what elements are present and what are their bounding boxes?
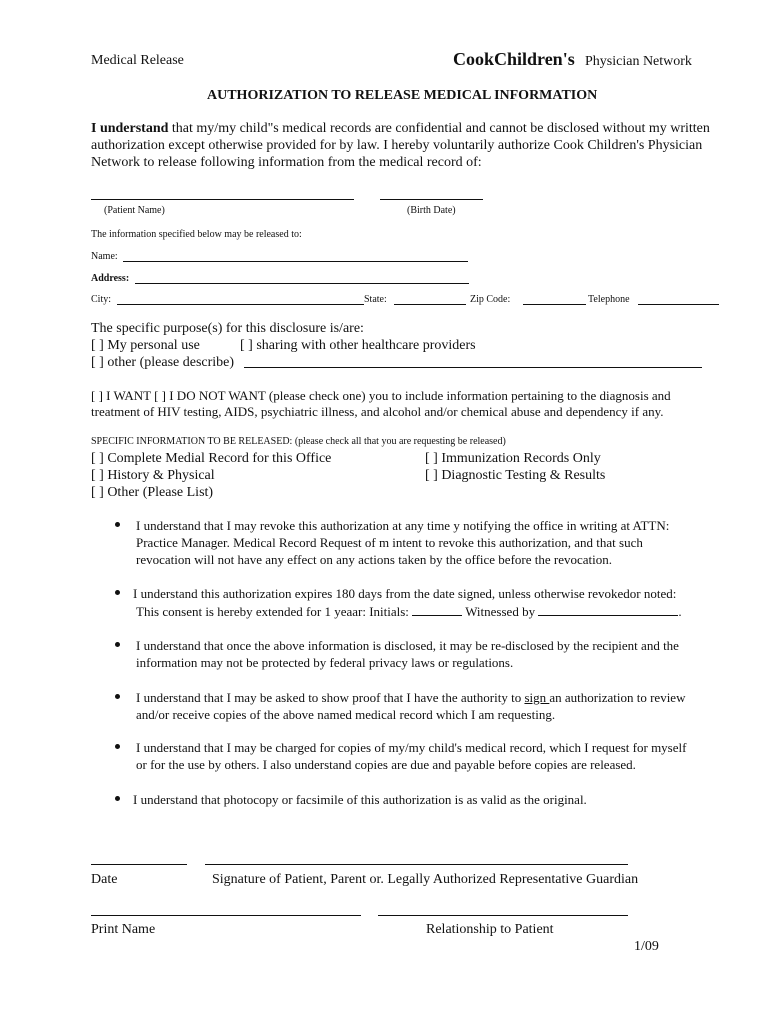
signature-field[interactable] (205, 864, 628, 865)
diagnostic-checkbox[interactable]: [ ] Diagnostic Testing & Results (425, 468, 606, 483)
birth-date-field[interactable] (380, 199, 483, 200)
recipient-address-label: Address: (91, 273, 130, 284)
witness-label: Witnessed by (465, 604, 536, 619)
telephone-label: Telephone (588, 294, 630, 305)
zip-label: Zip Code: (470, 294, 511, 305)
telephone-field[interactable] (638, 304, 719, 305)
redisclose-line-1: I understand that once the above information is disclosed, it may be re-disclosed by the recipient and the (136, 638, 679, 653)
authority-text-a: I understand that I may be asked to show proof that I have the authority to (136, 690, 525, 705)
intro-line-2: authorization except otherwise provided for by law. I hereby voluntarily authorize Cook Children's Physician (91, 138, 703, 153)
print-name-field[interactable] (91, 915, 361, 916)
intro-lead: I understand (91, 121, 169, 136)
recipient-name-field[interactable] (123, 261, 468, 262)
print-name-label: Print Name (91, 922, 156, 937)
form-title: AUTHORIZATION TO RELEASE MEDICAL INFORMATION (207, 88, 598, 103)
expiry-period: . (678, 604, 682, 619)
form-version: 1/09 (634, 939, 659, 954)
bullet-icon (115, 642, 120, 647)
date-field[interactable] (91, 864, 187, 865)
authority-line-2: and/or receive copies of the above named medical record which I am requesting. (136, 707, 556, 722)
expiry-line-1: I understand this authorization expires 180 days from the date signed, unless otherwise revokedor noted: (133, 586, 677, 601)
brand-subtitle: Physician Network (585, 54, 692, 69)
state-label: State: (364, 294, 387, 305)
charges-line-1: I understand that I may be charged for copies of my/my child's medical record, which I request for myself (136, 740, 687, 755)
bullet-icon (115, 796, 120, 801)
purpose-sharing-checkbox[interactable]: [ ] sharing with other healthcare providers (240, 338, 476, 353)
patient-name-label: (Patient Name) (104, 205, 165, 216)
purpose-heading: The specific purpose(s) for this disclosure is/are: (91, 321, 364, 336)
state-field[interactable] (394, 304, 466, 305)
intro-line-1 (91, 120, 710, 137)
hiv-consent-line-1[interactable]: [ ] I WANT [ ] I DO NOT WANT (please check one) you to include information pertaining to the diagnosis and (91, 388, 671, 403)
relationship-label: Relationship to Patient (426, 922, 554, 937)
release-to-heading: The information specified below may be released to: (91, 229, 302, 240)
initials-field[interactable] (412, 603, 462, 616)
redisclose-line-2: information may not be protected by federal privacy laws or regulations. (136, 655, 514, 670)
bullet-icon (115, 590, 120, 595)
intro-line-3: Network to release following information from the medical record of: (91, 155, 482, 170)
charges-line-2: or for the use by others. I also understand copies are due and payable before copies are released. (136, 757, 636, 772)
document-label: Medical Release (91, 53, 184, 68)
recipient-name-label: Name: (91, 251, 118, 262)
relationship-field[interactable] (378, 915, 628, 916)
bullet-icon (115, 694, 120, 699)
date-label: Date (91, 872, 118, 887)
authority-line-1 (136, 690, 685, 706)
history-physical-checkbox[interactable]: [ ] History & Physical (91, 468, 215, 483)
specific-info-heading: SPECIFIC INFORMATION TO BE RELEASED: (please check all that you are requesting be released) (91, 436, 506, 447)
other-list-checkbox[interactable]: [ ] Other (Please List) (91, 485, 214, 500)
bullet-icon (115, 744, 120, 749)
authority-text-sign: sign (524, 690, 550, 705)
intro-line-1-text: that my/my child"s medical records are confidential and cannot be disclosed without my written (168, 121, 710, 136)
city-label: City: (91, 294, 112, 305)
revoke-line-2: Practice Manager. Medical Record Request of m intent to revoke this authorization, and that such (136, 535, 643, 550)
purpose-other-field[interactable] (244, 367, 702, 368)
revoke-line-3: revocation will not have any effect on any actions taken by the office before the revocation. (136, 552, 612, 567)
complete-record-checkbox[interactable]: [ ] Complete Medial Record for this Office (91, 451, 332, 466)
revoke-line-1: I understand that I may revoke this authorization at any time y notifying the office in writing at ATTN: (136, 518, 670, 533)
purpose-other-checkbox[interactable]: [ ] other (please describe) (91, 355, 235, 370)
birth-date-label: (Birth Date) (407, 205, 456, 216)
brand-name: CookChildren's (453, 49, 575, 69)
hiv-consent-line-2: treatment of HIV testing, AIDS, psychiatric illness, and alcohol and/or chemical abuse and dependency if any. (91, 404, 664, 419)
purpose-personal-checkbox[interactable]: [ ] My personal use (91, 338, 200, 353)
immunization-checkbox[interactable]: [ ] Immunization Records Only (425, 451, 601, 466)
initials-label: This consent is hereby extended for 1 yeaar: Initials: (136, 604, 409, 619)
witness-field[interactable] (538, 603, 678, 616)
photocopy-line: I understand that photocopy or facsimile of this authorization is as valid as the original. (133, 792, 587, 807)
city-field[interactable] (117, 304, 364, 305)
signature-label: Signature of Patient, Parent or. Legally Authorized Representative Guardian (212, 872, 639, 887)
zip-field[interactable] (523, 304, 586, 305)
bullet-icon (115, 522, 120, 527)
expiry-line-2 (136, 603, 682, 620)
recipient-address-field[interactable] (135, 283, 469, 284)
authority-text-c: an authorization to review (549, 690, 686, 705)
patient-name-field[interactable] (91, 199, 354, 200)
